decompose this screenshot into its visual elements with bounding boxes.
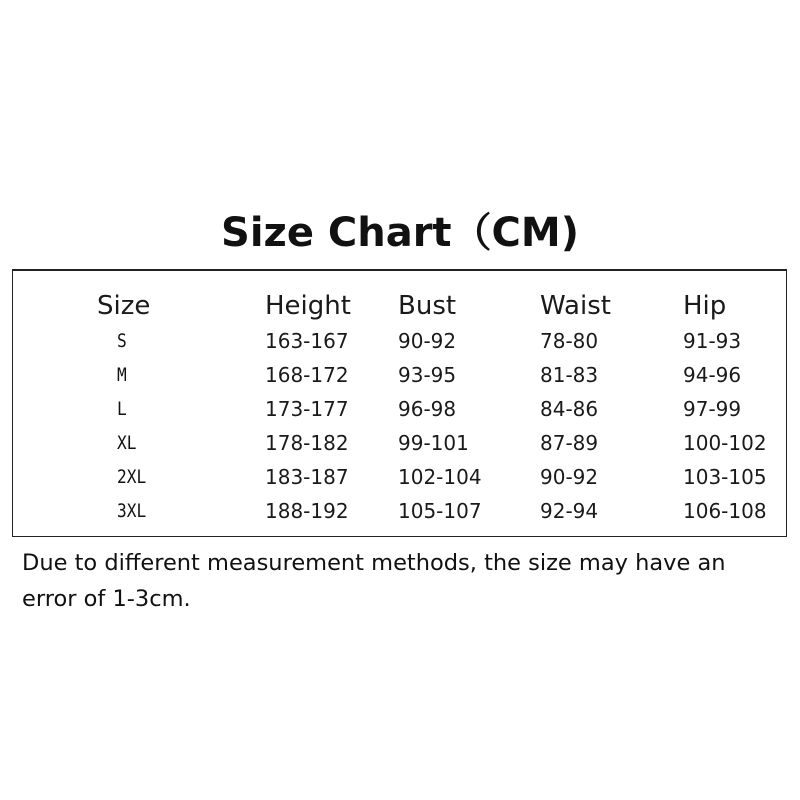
- cell-hip: 91-93: [683, 329, 742, 353]
- header-hip: Hip: [683, 291, 727, 321]
- cell-waist: 87-89: [540, 431, 599, 455]
- cell-waist: 90-92: [540, 465, 599, 489]
- cell-bust: 105-107: [398, 499, 482, 523]
- cell-waist: 92-94: [540, 499, 599, 523]
- cell-size: 2XL: [117, 466, 147, 488]
- size-table: [12, 269, 787, 537]
- cell-height: 173-177: [265, 397, 349, 421]
- cell-height: 178-182: [265, 431, 349, 455]
- cell-bust: 102-104: [398, 465, 482, 489]
- cell-height: 188-192: [265, 499, 349, 523]
- note-line-1: Due to different measurement methods, the size may have an: [22, 550, 726, 576]
- cell-hip: 106-108: [683, 499, 767, 523]
- cell-bust: 99-101: [398, 431, 469, 455]
- header-height: Height: [265, 291, 351, 321]
- cell-size: XL: [117, 432, 137, 454]
- cell-hip: 97-99: [683, 397, 742, 421]
- header-waist: Waist: [540, 291, 611, 321]
- cell-bust: 90-92: [398, 329, 457, 353]
- cell-bust: 96-98: [398, 397, 457, 421]
- header-size: Size: [97, 291, 151, 321]
- cell-hip: 100-102: [683, 431, 767, 455]
- cell-hip: 94-96: [683, 363, 742, 387]
- cell-waist: 81-83: [540, 363, 599, 387]
- cell-size: L: [117, 398, 127, 420]
- cell-waist: 78-80: [540, 329, 599, 353]
- cell-hip: 103-105: [683, 465, 767, 489]
- note-line-2: error of 1-3cm.: [22, 586, 191, 612]
- cell-height: 168-172: [265, 363, 349, 387]
- cell-bust: 93-95: [398, 363, 457, 387]
- cell-size: 3XL: [117, 500, 147, 522]
- cell-height: 183-187: [265, 465, 349, 489]
- cell-size: S: [117, 330, 127, 352]
- cell-waist: 84-86: [540, 397, 599, 421]
- measurement-note: [22, 545, 800, 617]
- header-bust: Bust: [398, 291, 457, 321]
- cell-height: 163-167: [265, 329, 349, 353]
- cell-size: M: [117, 364, 127, 386]
- chart-title: Size Chart（CM): [221, 210, 579, 256]
